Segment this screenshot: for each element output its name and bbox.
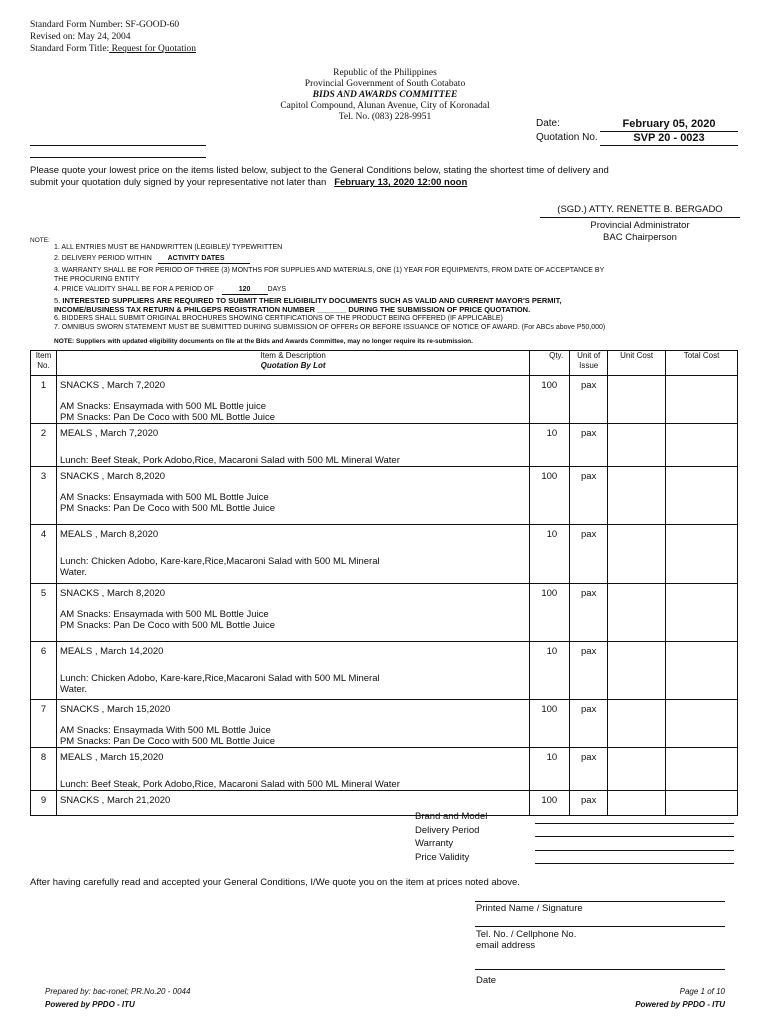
- note-5-number: 5.: [54, 296, 61, 305]
- unit-cost-cell[interactable]: [608, 584, 666, 642]
- item-unit: pax: [570, 584, 608, 642]
- total-cost-cell[interactable]: [666, 467, 738, 525]
- signature-line[interactable]: [475, 901, 725, 902]
- item-unit: pax: [570, 642, 608, 700]
- address-line-1: [30, 145, 206, 146]
- agency-line-3: BIDS AND AWARDS COMMITTEE: [312, 90, 458, 100]
- page-number: Page 1 of 10: [679, 987, 725, 996]
- item-title: SNACKS , March 8,2020: [59, 588, 166, 599]
- intro-line-2-text: submit your quotation duly signed by your representative not later than: [30, 177, 327, 188]
- total-cost-cell[interactable]: [666, 748, 738, 791]
- note-4-text: 4. PRICE VALIDITY SHALL BE FOR A PERIOD OF: [54, 286, 214, 293]
- delivery-period-field[interactable]: [535, 836, 734, 837]
- note-7: 7. OMNIBUS SWORN STATEMENT MUST BE SUBMITTED DURING SUBMISSION OF OFFERs OR BEFORE ISSUANCE OF NOTICE OF AWARD. (For ABCs above P50,000): [54, 324, 606, 331]
- form-number: Standard Form Number: SF-GOOD-60: [30, 20, 180, 30]
- price-validity-field[interactable]: [535, 863, 734, 864]
- item-detail-line: PM Snacks: Pan De Coco with 500 ML Bottle Juice: [59, 736, 276, 747]
- form-title: [30, 44, 196, 55]
- printed-name-label: Printed Name / Signature: [476, 903, 583, 914]
- tel-label: Tel. No. / Cellphone No.: [476, 929, 577, 940]
- item-title: MEALS , March 14,2020: [59, 646, 164, 657]
- closing-statement: After having carefully read and accepted your General Conditions, I/We quote you on the item at prices noted above.: [30, 877, 520, 888]
- table-row: [31, 584, 738, 642]
- item-description: [56, 642, 529, 700]
- item-description: [56, 700, 529, 748]
- signatory-block: [540, 204, 740, 244]
- table-row: [31, 525, 738, 584]
- header-total-cost: Total Cost: [666, 351, 738, 376]
- items-table: [30, 350, 738, 816]
- item-qty: 10: [530, 748, 570, 791]
- deadline: February 13, 2020 12:00 noon: [334, 177, 468, 188]
- unit-cost-cell[interactable]: [608, 424, 666, 467]
- unit-cost-cell[interactable]: [608, 376, 666, 424]
- item-qty: 100: [530, 700, 570, 748]
- note-4-post: DAYS: [267, 286, 287, 293]
- table-row: [31, 642, 738, 700]
- item-detail-line: AM Snacks: Ensaymada With 500 ML Bottle Juice: [59, 725, 271, 736]
- item-detail-line: Water.: [59, 567, 88, 578]
- signatory-name: (SGD.) ATTY. RENETTE B. BERGADO: [540, 204, 740, 218]
- item-number: 1: [31, 376, 57, 424]
- unit-cost-cell[interactable]: [608, 525, 666, 584]
- item-title: SNACKS , March 21,2020: [59, 795, 171, 806]
- item-title: MEALS , March 8,2020: [59, 529, 159, 540]
- total-cost-cell[interactable]: [666, 642, 738, 700]
- notes-heading: NOTE:: [30, 237, 50, 244]
- item-detail-line: PM Snacks: Pan De Coco with 500 ML Bottle Juice: [59, 620, 276, 631]
- item-description: [56, 467, 529, 525]
- intro-text: [30, 165, 750, 189]
- item-title: SNACKS , March 15,2020: [59, 704, 171, 715]
- item-rows: [31, 376, 738, 816]
- item-number: 2: [31, 424, 57, 467]
- note-1: 1. ALL ENTRIES MUST BE HANDWRITTEN (LEGIBLE)/ TYPEWRITTEN: [54, 244, 283, 251]
- item-detail-line: Lunch: Chicken Adobo, Kare-kare,Rice,Macaroni Salad with 500 ML Mineral: [59, 556, 380, 567]
- item-detail-line: AM Snacks: Ensaymada with 500 ML Bottle Juice: [59, 492, 269, 503]
- item-number: 8: [31, 748, 57, 791]
- item-qty: 10: [530, 424, 570, 467]
- item-number: 6: [31, 642, 57, 700]
- table-row: [31, 700, 738, 748]
- item-qty: 100: [530, 376, 570, 424]
- total-cost-cell[interactable]: [666, 791, 738, 816]
- item-description: [56, 748, 529, 791]
- delivery-period-label: Delivery Period: [415, 824, 480, 836]
- intro-line-1: Please quote your lowest price on the items listed below, subject to the General Conditions below, stating the shortest time of delivery and: [30, 165, 609, 176]
- item-qty: 100: [530, 584, 570, 642]
- note-6: 6. BIDDERS SHALL SUBMIT ORIGINAL BROCHURES SHOWING CERTIFICATIONS OF THE PRODUCT BEING OFFERED (IF APPLICABLE): [54, 315, 503, 322]
- date-value: February 05, 2020: [600, 118, 738, 132]
- item-detail-line: AM Snacks: Ensaymada with 500 ML Bottle Juice: [59, 609, 269, 620]
- item-unit: pax: [570, 525, 608, 584]
- unit-cost-cell[interactable]: [608, 748, 666, 791]
- item-unit: pax: [570, 467, 608, 525]
- agency-line-1: Republic of the Philippines: [333, 68, 437, 78]
- agency-block: [200, 68, 570, 123]
- item-unit: pax: [570, 376, 608, 424]
- item-detail-line: PM Snacks: Pan De Coco with 500 ML Bottle Juice: [59, 412, 276, 423]
- table-row: [31, 748, 738, 791]
- email-label: email address: [476, 940, 536, 951]
- item-unit: pax: [570, 424, 608, 467]
- header-qty: Qty.: [530, 351, 570, 376]
- item-description: [56, 424, 529, 467]
- price-validity-label: Price Validity: [415, 851, 470, 863]
- brand-model-field[interactable]: [535, 823, 734, 824]
- note-5a-text: INTERESTED SUPPLIERS ARE REQUIRED TO SUBMIT THEIR ELIGIBILITY DOCUMENTS SUCH AS VALID AND CURRENT MAYOR'S PERMIT,: [62, 296, 562, 305]
- unit-cost-cell[interactable]: [608, 642, 666, 700]
- total-cost-cell[interactable]: [666, 376, 738, 424]
- tel-line[interactable]: [475, 926, 725, 927]
- quotation-value: SVP 20 - 0023: [600, 132, 738, 146]
- header-unit-issue: Unit of Issue: [570, 351, 608, 376]
- item-qty: 10: [530, 525, 570, 584]
- total-cost-cell[interactable]: [666, 700, 738, 748]
- item-unit: pax: [570, 791, 608, 816]
- item-unit: pax: [570, 748, 608, 791]
- item-number: 5: [31, 584, 57, 642]
- header-item-no: Item No.: [31, 351, 57, 376]
- item-number: 7: [31, 700, 57, 748]
- item-number: 4: [31, 525, 57, 584]
- total-cost-cell[interactable]: [666, 584, 738, 642]
- revised-date: Revised on: May 24, 2004: [30, 32, 131, 42]
- item-title: SNACKS , March 7,2020: [59, 380, 166, 391]
- eligibility-note: NOTE: Suppliers with updated eligibility documents on file at the Bids and Awards Committee, may no longer require its re-submission.: [54, 338, 473, 345]
- note-5a: [54, 296, 754, 305]
- contact-labels: [476, 929, 576, 951]
- price-validity-value: 120: [222, 285, 268, 295]
- powered-by-left: Powered by PPDO - ITU: [45, 1000, 135, 1009]
- item-detail-line: Lunch: Chicken Adobo, Kare-kare,Rice,Macaroni Salad with 500 ML Mineral: [59, 673, 380, 684]
- item-detail-line: PM Snacks: Pan De Coco with 500 ML Bottle Juice: [59, 503, 276, 514]
- note-5b: INCOME/BUSINESS TAX RETURN & PHILGEPS REGISTRATION NUMBER _______ DURING THE SUBMISSION OF PRICE QUOTATION.: [54, 305, 531, 314]
- item-description: [56, 584, 529, 642]
- item-description: [56, 376, 529, 424]
- item-qty: 100: [530, 467, 570, 525]
- item-detail-line: AM Snacks: Ensaymada with 500 ML Bottle juice: [59, 401, 267, 412]
- address-line-2: [30, 157, 206, 158]
- total-cost-cell[interactable]: [666, 424, 738, 467]
- agency-line-4: Capitol Compound, Alunan Avenue, City of Koronadal: [280, 101, 490, 111]
- unit-cost-cell[interactable]: [608, 700, 666, 748]
- warranty-label: Warranty: [415, 838, 454, 849]
- agency-line-2: Provincial Government of South Cotabato: [304, 79, 466, 89]
- delivery-period-value: ACTIVITY DATES: [158, 254, 250, 264]
- date-label: Date:: [536, 118, 560, 129]
- table-header-row: [31, 351, 738, 376]
- total-cost-cell[interactable]: [666, 525, 738, 584]
- item-detail-line: Lunch: Beef Steak, Pork Adobo,Rice, Macaroni Salad with 500 ML Mineral Water: [59, 455, 400, 466]
- item-unit: pax: [570, 700, 608, 748]
- warranty-field[interactable]: [535, 850, 734, 851]
- prepared-by: Prepared by: bac-ronel; PR.No.20 - 0044: [45, 987, 191, 996]
- signatory-title-1: Provincial Administrator: [590, 220, 690, 231]
- notes-list: [54, 243, 754, 332]
- item-title: MEALS , March 7,2020: [59, 428, 159, 439]
- item-description: [56, 525, 529, 584]
- item-number: 3: [31, 467, 57, 525]
- item-title: SNACKS , March 8,2020: [59, 471, 166, 482]
- note-3b: THE PROCURING ENTITY: [54, 276, 140, 283]
- signatory-title-2: BAC Chairperson: [603, 232, 677, 243]
- form-title-value: Request for Quotation: [109, 44, 196, 54]
- agency-line-5: Tel. No. (083) 228-9951: [338, 112, 432, 122]
- table-row: [31, 791, 738, 816]
- header-unit-cost: Unit Cost: [608, 351, 666, 376]
- item-detail-line: Water.: [59, 684, 88, 695]
- intro-line-2: [30, 177, 750, 189]
- brand-model-label: Brand and Model: [415, 811, 488, 822]
- item-title: MEALS , March 15,2020: [59, 752, 164, 763]
- item-number: 9: [31, 791, 57, 816]
- form-title-label: Standard Form Title:: [30, 44, 110, 54]
- date-line[interactable]: [475, 969, 725, 970]
- note-3a: 3. WARRANTY SHALL BE FOR PERIOD OF THREE (3) MONTHS FOR SUPPLIES AND MATERIALS, ONE (1) YEAR FOR EQUIPMENTS, FROM DATE OF ACCEPTANCE BY: [54, 267, 605, 274]
- item-qty: 10: [530, 642, 570, 700]
- table-row: [31, 467, 738, 525]
- date-field-label: Date: [476, 975, 497, 986]
- note-2: [54, 254, 754, 264]
- note-2-text: 2. DELIVERY PERIOD WITHIN: [54, 255, 152, 262]
- item-detail-line: Lunch: Beef Steak, Pork Adobo,Rice, Macaroni Salad with 500 ML Mineral Water: [59, 779, 400, 790]
- supplier-fields: [415, 810, 487, 864]
- powered-by-right: Powered by PPDO - ITU: [635, 1000, 725, 1009]
- header-description: Item & Description Quotation By Lot: [56, 351, 529, 376]
- table-row: [31, 424, 738, 467]
- unit-cost-cell[interactable]: [608, 467, 666, 525]
- note-4: [54, 285, 754, 295]
- quotation-label: Quotation No.: [536, 132, 598, 143]
- table-row: [31, 376, 738, 424]
- unit-cost-cell[interactable]: [608, 791, 666, 816]
- item-qty: 100: [530, 791, 570, 816]
